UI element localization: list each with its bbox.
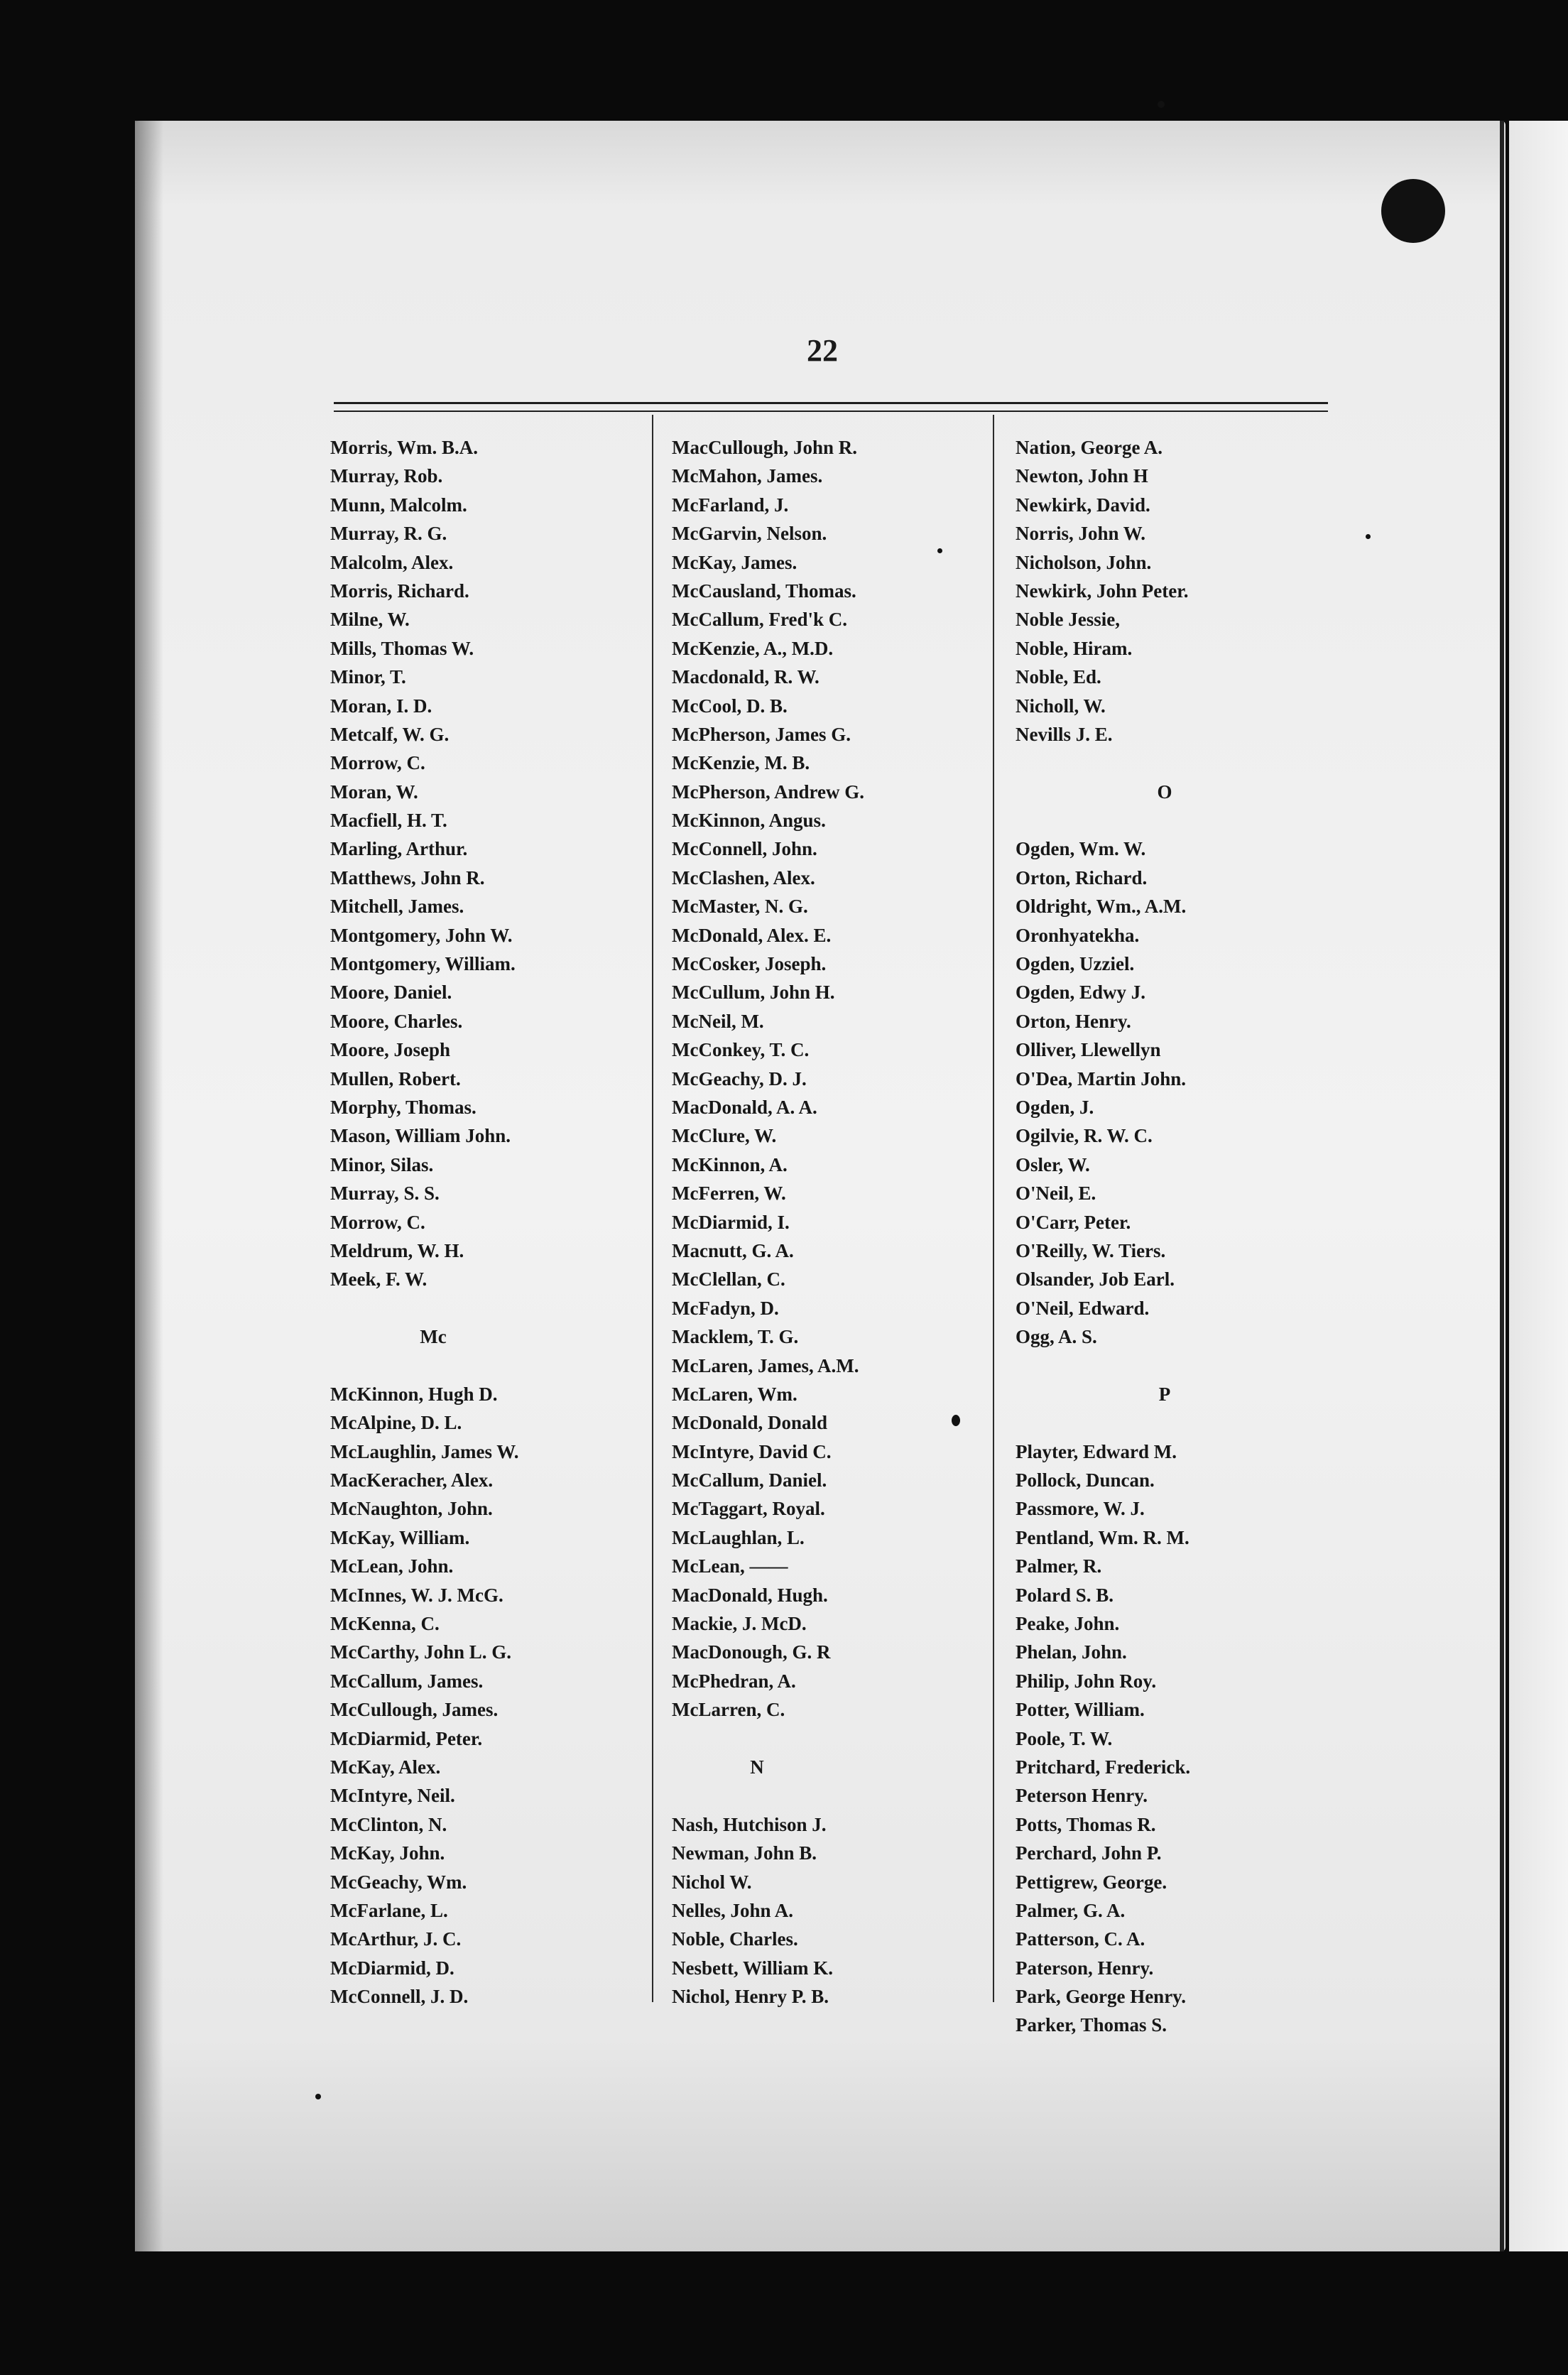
name-entry: Orton, Richard.: [1016, 866, 1148, 888]
ink-speck: [1366, 534, 1371, 539]
name-entry: Ogilvie, R. W. C.: [1016, 1125, 1153, 1147]
name-entry: McCallum, Fred'k C.: [672, 609, 847, 631]
name-entry: McPherson, Andrew G.: [672, 781, 864, 803]
name-entry: Passmore, W. J.: [1016, 1498, 1145, 1520]
name-entry: MacKeracher, Alex.: [330, 1469, 494, 1491]
name-entry: McIntyre, David C.: [672, 1440, 832, 1462]
name-entry: McFerren, W.: [672, 1183, 786, 1205]
name-entry: Nesbett, William K.: [672, 1957, 833, 1979]
name-entry: Patterson, C. A.: [1016, 1928, 1145, 1950]
name-entry: McDiarmid, D.: [330, 1957, 454, 1979]
name-entry: McLean, ——: [672, 1555, 788, 1577]
name-entry: McFarland, J.: [672, 494, 789, 516]
name-entry: Peake, John.: [1016, 1613, 1120, 1635]
name-entry: Noble Jessie,: [1016, 609, 1120, 631]
ink-speck: [1158, 101, 1165, 108]
name-entry: O'Dea, Martin John.: [1016, 1067, 1186, 1089]
name-entry: O'Neil, E.: [1016, 1183, 1096, 1205]
name-entry: McConnell, J. D.: [330, 1986, 469, 2008]
name-entry: McCallum, James.: [330, 1670, 484, 1692]
name-entry: Palmer, G. A.: [1016, 1899, 1126, 1921]
name-entry: Potter, William.: [1016, 1699, 1145, 1721]
section-gap: [330, 1352, 643, 1380]
name-entry: Ogden, Wm. W.: [1016, 838, 1146, 860]
section-gap: [330, 1294, 643, 1322]
section-gap: [1016, 1408, 1321, 1437]
name-entry: McNeil, M.: [672, 1010, 764, 1032]
name-entry: McPherson, James G.: [672, 723, 851, 745]
name-entry: Montgomery, William.: [330, 953, 516, 975]
name-entry: Mackie, J. McD.: [672, 1613, 807, 1635]
name-entry: Ogg, A. S.: [1016, 1326, 1097, 1348]
name-entry: Macnutt, G. A.: [672, 1239, 794, 1261]
name-entry: McCosker, Joseph.: [672, 953, 827, 975]
name-entry: McDiarmid, Peter.: [330, 1727, 483, 1749]
column-2: [672, 433, 977, 2011]
name-entry: McKinnon, Hugh D.: [330, 1383, 498, 1405]
name-entry: Peterson Henry.: [1016, 1785, 1148, 1807]
name-entry: McClinton, N.: [330, 1813, 447, 1835]
name-entry: Malcolm, Alex.: [330, 551, 454, 573]
name-entry: Palmer, R.: [1016, 1555, 1102, 1577]
name-entry: Moore, Joseph: [330, 1039, 450, 1061]
name-entry: McKenzie, M. B.: [672, 752, 810, 774]
name-entry: Noble, Charles.: [672, 1928, 798, 1950]
name-entry: Nash, Hutchison J.: [672, 1813, 827, 1835]
name-entry: Oldright, Wm., A.M.: [1016, 896, 1187, 918]
name-entry: Morrow, C.: [330, 752, 425, 774]
section-gap: [1016, 1352, 1321, 1380]
name-entry: McLaren, Wm.: [672, 1383, 797, 1405]
name-entry: McPhedran, A.: [672, 1670, 796, 1692]
name-entry: Ogden, Uzziel.: [1016, 953, 1135, 975]
name-entry: McClashen, Alex.: [672, 866, 815, 888]
name-entry: Ogden, J.: [1016, 1096, 1094, 1118]
name-entry: McCallum, Daniel.: [672, 1469, 827, 1491]
name-entry: MacDonald, A. A.: [672, 1096, 817, 1118]
name-entry: Metcalf, W. G.: [330, 723, 450, 745]
name-entry: Newkirk, David.: [1016, 494, 1150, 516]
name-entry: Morris, Richard.: [330, 580, 469, 602]
name-entry: Nation, George A.: [1016, 437, 1163, 458]
name-entry: Olsander, Job Earl.: [1016, 1268, 1175, 1290]
name-entry: McConnell, John.: [672, 838, 817, 860]
name-entry: McGeachy, Wm.: [330, 1871, 467, 1893]
name-entry: Morrow, C.: [330, 1211, 425, 1233]
name-entry: McGeachy, D. J.: [672, 1067, 807, 1089]
name-entry: MacDonald, Hugh.: [672, 1584, 828, 1606]
name-entry: McKay, James.: [672, 551, 797, 573]
header-rule: [334, 402, 1328, 412]
name-entry: Polard S. B.: [1016, 1584, 1114, 1606]
name-entry: Munn, Malcolm.: [330, 494, 467, 516]
name-entry: Mullen, Robert.: [330, 1067, 461, 1089]
name-entry: McIntyre, Neil.: [330, 1785, 455, 1807]
section-heading: O: [1157, 781, 1172, 803]
name-entry: Nichol W.: [672, 1871, 752, 1893]
name-entry: McClure, W.: [672, 1125, 777, 1147]
name-entry: Pettigrew, George.: [1016, 1871, 1167, 1893]
name-entry: Newman, John B.: [672, 1842, 817, 1864]
name-entry: McLaughlan, L.: [672, 1526, 805, 1548]
name-entry: McDiarmid, I.: [672, 1211, 790, 1233]
name-entry: Newkirk, John Peter.: [1016, 580, 1189, 602]
name-entry: Moore, Daniel.: [330, 982, 452, 1004]
name-entry: Macfiell, H. T.: [330, 810, 447, 832]
name-entry: Pollock, Duncan.: [1016, 1469, 1155, 1491]
name-entry: MacDonough, G. R: [672, 1641, 831, 1663]
name-entry: MacCullough, John R.: [672, 437, 858, 458]
name-entry: McKenna, C.: [330, 1613, 440, 1635]
name-entry: O'Carr, Peter.: [1016, 1211, 1131, 1233]
name-entry: Murray, Rob.: [330, 465, 443, 487]
name-entry: McKenzie, A., M.D.: [672, 637, 834, 659]
section-heading: P: [1158, 1383, 1171, 1405]
name-entry: Mitchell, James.: [330, 896, 464, 918]
adjacent-page-edge: [1509, 121, 1568, 2251]
name-entry: Nicholl, W.: [1016, 695, 1106, 717]
name-entry: McCullum, John H.: [672, 982, 835, 1004]
section-gap: [1016, 806, 1321, 835]
name-entry: McClellan, C.: [672, 1268, 785, 1290]
ink-blot: [952, 1415, 960, 1426]
name-entry: Perchard, John P.: [1016, 1842, 1162, 1864]
name-entry: Orton, Henry.: [1016, 1010, 1131, 1032]
section-heading: N: [750, 1756, 764, 1778]
name-entry: Park, George Henry.: [1016, 1986, 1186, 2008]
name-entry: Nevills J. E.: [1016, 723, 1113, 745]
page-number: 22: [807, 333, 838, 368]
name-entry: Meldrum, W. H.: [330, 1239, 464, 1261]
name-entry: McCausland, Thomas.: [672, 580, 856, 602]
column-divider-1: [652, 415, 653, 2002]
name-entry: McCool, D. B.: [672, 695, 788, 717]
name-entry: Nicholson, John.: [1016, 551, 1152, 573]
name-entry: Murray, R. G.: [330, 523, 447, 545]
name-entry: Moore, Charles.: [330, 1010, 463, 1032]
page-shadow: [135, 121, 163, 2251]
name-entry: Norris, John W.: [1016, 523, 1146, 545]
name-entry: McLean, John.: [330, 1555, 454, 1577]
name-entry: Minor, Silas.: [330, 1153, 434, 1175]
name-entry: McFadyn, D.: [672, 1297, 779, 1319]
name-entry: Olliver, Llewellyn: [1016, 1039, 1161, 1061]
name-entry: McInnes, W. J. McG.: [330, 1584, 503, 1606]
name-entry: Parker, Thomas S.: [1016, 2014, 1167, 2036]
name-entry: McTaggart, Royal.: [672, 1498, 825, 1520]
name-entry: Murray, S. S.: [330, 1183, 440, 1205]
name-entry: McFarlane, L.: [330, 1899, 448, 1921]
name-entry: McMahon, James.: [672, 465, 823, 487]
name-entry: McConkey, T. C.: [672, 1039, 810, 1061]
name-entry: McMaster, N. G.: [672, 896, 808, 918]
name-entry: Macklem, T. G.: [672, 1326, 799, 1348]
name-entry: Poole, T. W.: [1016, 1727, 1113, 1749]
name-entry: Ogden, Edwy J.: [1016, 982, 1146, 1004]
name-entry: McGarvin, Nelson.: [672, 523, 827, 545]
name-entry: McLaughlin, James W.: [330, 1440, 519, 1462]
name-entry: Macdonald, R. W.: [672, 666, 820, 688]
name-entry: Meek, F. W.: [330, 1268, 428, 1290]
name-entry: Newton, John H: [1016, 465, 1148, 487]
name-entry: Moran, I. D.: [330, 695, 432, 717]
name-entry: Potts, Thomas R.: [1016, 1813, 1156, 1835]
name-entry: Nelles, John A.: [672, 1899, 794, 1921]
name-entry: McAlpine, D. L.: [330, 1412, 462, 1434]
name-entry: Moran, W.: [330, 781, 418, 803]
name-entry: McDonald, Donald: [672, 1412, 828, 1434]
name-entry: McCullough, James.: [330, 1699, 499, 1721]
name-entry: Playter, Edward M.: [1016, 1440, 1177, 1462]
name-entry: McLarren, C.: [672, 1699, 785, 1721]
column-divider-2: [993, 415, 994, 2002]
section-gap: [672, 1781, 977, 1810]
column-3: [1016, 433, 1321, 2040]
name-entry: Oronhyatekha.: [1016, 924, 1140, 946]
name-entry: Morphy, Thomas.: [330, 1096, 477, 1118]
name-entry: Minor, T.: [330, 666, 406, 688]
name-entry: McDonald, Alex. E.: [672, 924, 832, 946]
column-1: [330, 433, 643, 2011]
name-entry: Milne, W.: [330, 609, 410, 631]
name-entry: O'Neil, Edward.: [1016, 1297, 1150, 1319]
name-entry: Montgomery, John W.: [330, 924, 513, 946]
name-entry: Osler, W.: [1016, 1153, 1090, 1175]
name-entry: McKinnon, Angus.: [672, 810, 826, 832]
ink-speck: [315, 2094, 321, 2099]
name-entry: Paterson, Henry.: [1016, 1957, 1154, 1979]
name-entry: McKay, William.: [330, 1526, 470, 1548]
name-entry: McNaughton, John.: [330, 1498, 493, 1520]
name-entry: McCarthy, John L. G.: [330, 1641, 512, 1663]
name-entry: Phelan, John.: [1016, 1641, 1127, 1663]
name-entry: McArthur, J. C.: [330, 1928, 462, 1950]
name-entry: Pentland, Wm. R. M.: [1016, 1526, 1189, 1548]
ink-speck: [937, 548, 942, 553]
page-divider: [1500, 121, 1504, 2251]
section-heading: Mc: [420, 1326, 447, 1348]
name-entry: Pritchard, Frederick.: [1016, 1756, 1191, 1778]
name-entry: McKay, Alex.: [330, 1756, 441, 1778]
name-entry: McLaren, James, A.M.: [672, 1354, 859, 1376]
name-entry: Nichol, Henry P. B.: [672, 1986, 829, 2008]
name-entry: Marling, Arthur.: [330, 838, 468, 860]
name-entry: Noble, Hiram.: [1016, 637, 1133, 659]
name-entry: O'Reilly, W. Tiers.: [1016, 1239, 1166, 1261]
name-entry: Noble, Ed.: [1016, 666, 1101, 688]
name-entry: Mills, Thomas W.: [330, 637, 474, 659]
name-entry: Matthews, John R.: [330, 866, 485, 888]
section-gap: [672, 1724, 977, 1753]
name-entry: Morris, Wm. B.A.: [330, 437, 478, 458]
name-entry: McKinnon, A.: [672, 1153, 788, 1175]
punch-hole: [1381, 179, 1445, 243]
name-entry: McKay, John.: [330, 1842, 445, 1864]
section-gap: [1016, 749, 1321, 777]
name-entry: Mason, William John.: [330, 1125, 511, 1147]
name-entry: Philip, John Roy.: [1016, 1670, 1157, 1692]
